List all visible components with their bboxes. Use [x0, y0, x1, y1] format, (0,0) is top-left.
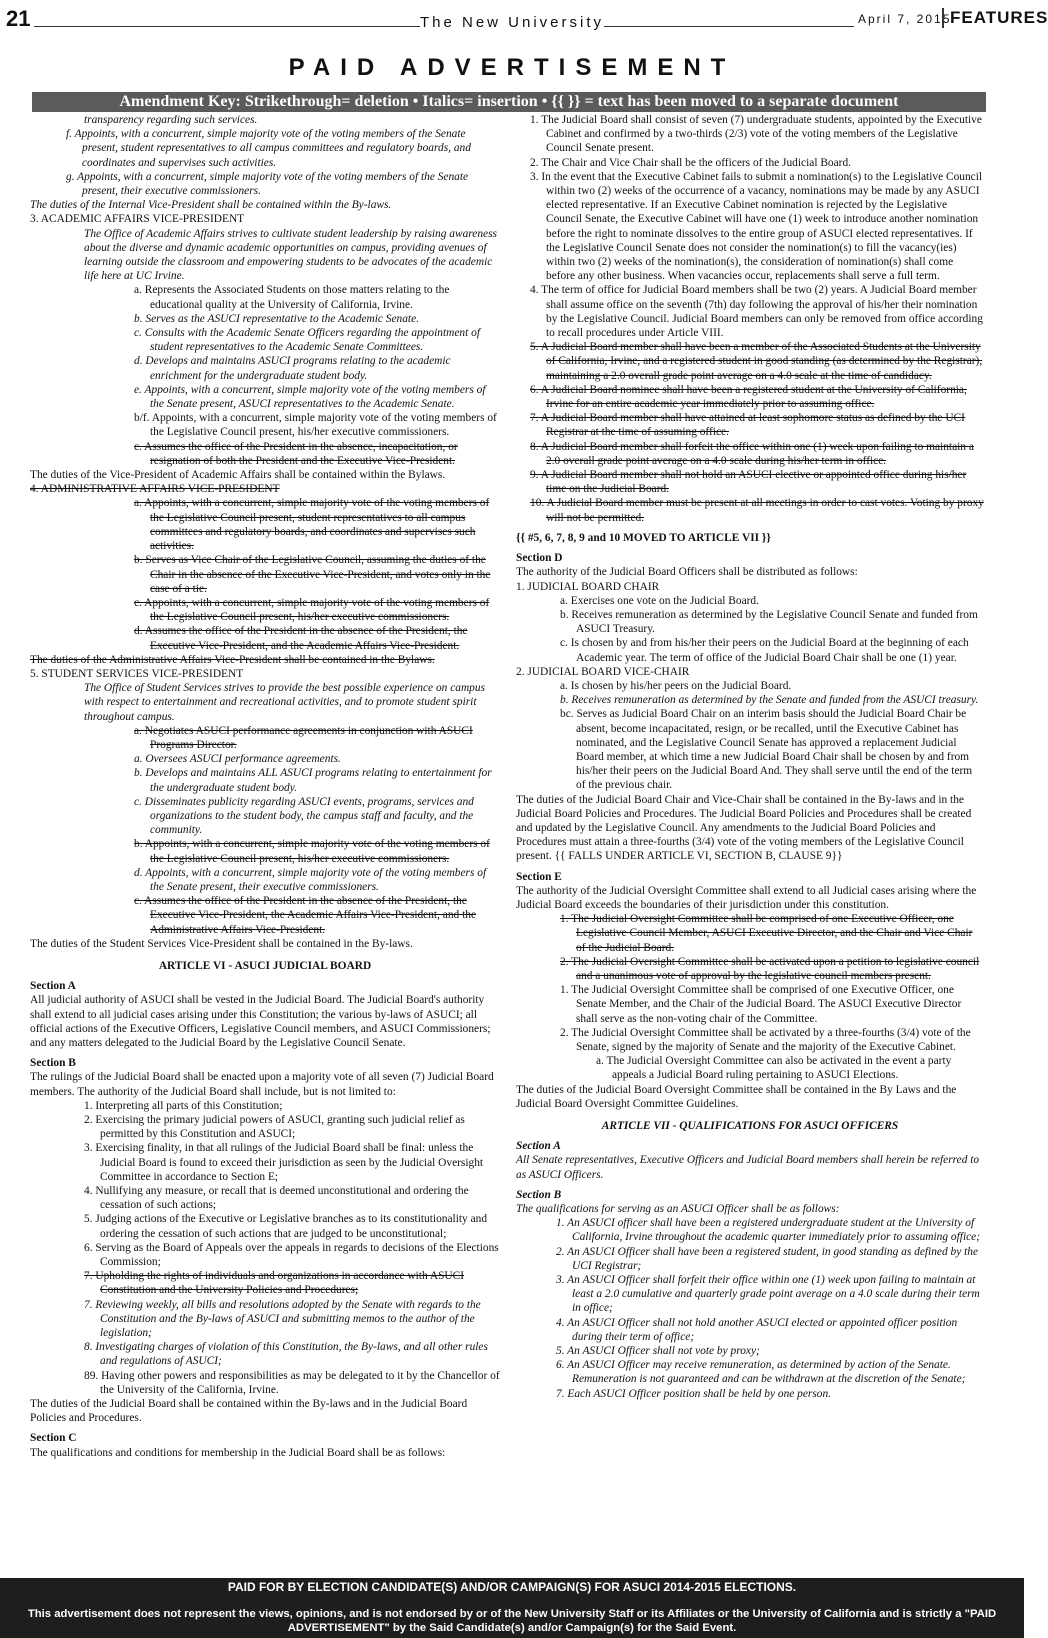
section-label: FEATURES	[942, 8, 1048, 28]
masthead-rule-right	[604, 26, 854, 27]
text-paragraph: 3. An ASUCI Officer shall forfeit their office within one (1) week upon failing to maintain at least a 2.0 cumulative and quarterly grade point average on a 4.0 scale during their term in office;	[556, 1274, 980, 1315]
text-paragraph: The Office of Student Services strives to provide the best possible experience on campus with respect to entertainment and recreational activities, and to promote student spirit throughout campus.	[84, 682, 485, 723]
text-paragraph: c. Is chosen by and from his/her their peers on the Judicial Board at the beginning of each Academic year. The term of office of the Judicial Board Chair shall be one (1) year.	[560, 637, 969, 664]
text-paragraph: The duties of the Judicial Board shall be contained within the By-laws and in the Judicial Board Policies and Procedures.	[30, 1398, 468, 1425]
text-paragraph: c. Consults with the Academic Senate Officers regarding the appointment of student representatives to the Academic Senate Committees.	[134, 327, 480, 354]
text-paragraph: Section A	[516, 1140, 561, 1153]
text-paragraph: b. Receives remuneration as determined by the Senate and funded from the ASUCI treasury.	[560, 694, 979, 707]
text-paragraph: {{ #5, 6, 7, 8, 9 and 10 MOVED TO ARTICLE VII }}	[516, 531, 771, 544]
text-paragraph: The duties of the Judicial Board Chair and Vice-Chair shall be contained in the By-laws and in the Judicial Board Policies and Procedures. The Judicial Board Policies and Procedures shall be created and updated by the Legislative Council. Any amendments to the Judicial Board Policies and Procedures must attain a three-fourths (3/4) vote of the voting members of the Legislative Council present. {{ FALLS UNDER ARTICLE VI, SECTION B, CLAUSE 9}}	[516, 793, 972, 863]
text-paragraph: b. Develops and maintains ALL ASUCI programs relating to entertainment for the undergraduate student body.	[134, 767, 492, 794]
text-paragraph: a. Negotiates ASUCI performance agreements in conjunction with ASUCI Programs Director.	[134, 724, 473, 751]
text-paragraph: 2. The Judicial Oversight Committee shall be activated upon a petition to legislative council and a unanimous vote of approval by the legislative council members present.	[560, 955, 980, 982]
text-paragraph: 7. Upholding the rights of individuals and organizations in accordance with ASUCI Constitution and the University Policies and Procedures;	[84, 1270, 465, 1297]
text-paragraph: a. Represents the Associated Students on those matters relating to the educational quality at the University of California, Irvine.	[134, 284, 450, 311]
text-paragraph: 4. An ASUCI Officer shall not hold another ASUCI elected or appointed officer position during their term of office;	[556, 1316, 958, 1343]
text-paragraph: 4. Nullifying any measure, or recall that is deemed unconstitutional and ordering the cessation of such actions;	[84, 1185, 469, 1212]
text-paragraph: 1. The Judicial Board shall consist of seven (7) undergraduate students, appointed by the Executive Cabinet and confirmed by a two-thirds (2/3) vote of the voting members of the Legislative Council Senate present.	[530, 114, 982, 155]
text-paragraph: a. The Judicial Oversight Committee can also be activated in the event a party appeals a Judicial Board ruling pertaining to ASUCI Elections.	[596, 1055, 952, 1082]
text-paragraph: The duties of the Student Services Vice-President shall be contained in the By-laws.	[30, 937, 413, 950]
text-paragraph: The authority of the Judicial Board Officers shall be distributed as follows:	[516, 566, 858, 579]
text-paragraph: d. Appoints, with a concurrent, simple majority vote of the voting members of the Senate present, their executive commissioners.	[134, 866, 487, 893]
text-paragraph: 2. JUDICIAL BOARD VICE-CHAIR	[516, 665, 690, 678]
text-paragraph: The Office of Academic Affairs strives to cultivate student leadership by raising awareness about the diverse and dynamic academic opportunities on campus, providing avenues of learning outside the classroom and empowering students to be advocates of the academic life here at UC Irvine.	[84, 227, 497, 283]
text-paragraph: Section A	[30, 980, 76, 993]
text-paragraph: 3. Exercising finality, in that all rulings of the Judicial Board shall be final: unless the Judicial Board is found to exceed their jurisdiction as seen by the Judicial Oversight Committee in accordance to Section E;	[84, 1142, 484, 1183]
text-paragraph: c. Disseminates publicity regarding ASUCI events, programs, services and organizations to the student body, the campus staff and faculty, and the community.	[134, 795, 474, 837]
text-paragraph: 5. STUDENT SERVICES VICE-PRESIDENT	[30, 667, 244, 680]
text-paragraph: a. Is chosen by his/her peers on the Judicial Board.	[560, 679, 792, 692]
text-paragraph: b/f. Appoints, with a concurrent, simple majority vote of the voting members of the Legislative Council present, his/her executive commissioners.	[134, 412, 497, 439]
text-paragraph: Section D	[516, 552, 563, 565]
text-paragraph: 6. A Judicial Board nominee shall have been a registered student at the University of California, Irvine for an entire academic year immediately prior to assuming office.	[530, 383, 967, 411]
text-paragraph: c. Appoints, with a concurrent, simple majority vote of the voting members of the Legislative Council present, his/her executive commissioners.	[134, 596, 490, 624]
text-paragraph: g. Appoints, with a concurrent, simple majority vote of the voting members of the Senate present, their executive commissioners.	[66, 170, 469, 198]
text-paragraph: b. Receives remuneration as determined by the Legislative Council Senate and funded from ASUCI Treasury.	[560, 608, 978, 636]
text-paragraph: 1. Interpreting all parts of this Constitution;	[84, 1099, 283, 1112]
text-paragraph: 7. Reviewing weekly, all bills and resolutions adopted by the Senate with regards to the Constitution and the By-laws of ASUCI and submitting memos to the author of the legislation;	[84, 1298, 481, 1340]
issue-date: April 7, 2015	[858, 12, 952, 26]
text-paragraph: 1. The Judicial Oversight Committee shall be comprised of one Executive Officer, one Senate Member, and the Chair of the Judicial Board. The ASUCI Executive Director shall serve as the non-voting chair of the Committee.	[560, 984, 962, 1025]
paper-name: The New University	[419, 14, 605, 31]
text-paragraph: b. Serves as Vice Chair of the Legislative Council, assuming the duties of the Chair in the absence of the Executive Vice-President, and votes only in the case of a tie.	[134, 554, 491, 595]
text-paragraph: 5. A Judicial Board member shall have been a member of the Associated Students at the University of California, Irvine, and a registered student in good standing (as determined by the Registrar), maintaining a 2.0 overall grade point average on a 4.0 scale at the time of candidacy.	[530, 341, 983, 382]
text-paragraph: f. Appoints, with a concurrent, simple majority vote of the voting members of the Senate present, student representatives to all campus committees and regulatory boards, and coordinates and supervises such activities.	[66, 128, 471, 169]
left-column	[30, 113, 500, 1460]
text-paragraph: 5. An ASUCI Officer shall not vote by proxy;	[556, 1345, 760, 1358]
advertisement-title: PAID ADVERTISEMENT	[288, 54, 736, 81]
text-paragraph: 6. Serving as the Board of Appeals over the appeals in regards to decisions of the Elections Commission;	[84, 1241, 499, 1269]
amendment-key-bar: Amendment Key: Strikethrough= deletion • Italics= insertion • {{ }} = text has been moved to a separate document	[32, 92, 986, 112]
text-paragraph: Section E	[516, 870, 562, 883]
page-number: 21	[6, 6, 31, 31]
text-paragraph: The qualifications for serving as an ASUCI Officer shall be as follows:	[516, 1203, 840, 1216]
text-paragraph: e. Appoints, with a concurrent, simple majority vote of the voting members of the Senate present, ASUCI representatives to the Academic Senate.	[134, 383, 486, 411]
paid-for-line: PAID FOR BY ELECTION CANDIDATE(S) AND/OR CAMPAIGN(S) FOR ASUCI 2014-2015 ELECTIONS.	[227, 1580, 797, 1594]
text-paragraph: 8. Investigating charges of violation of this Constitution, the By-laws, and all other rules and regulations of ASUCI;	[84, 1341, 488, 1368]
text-paragraph: a. Exercises one vote on the Judicial Board.	[560, 594, 759, 607]
text-paragraph: 1. An ASUCI officer shall have been a registered undergraduate student at the University of California, Irvine throughout the academic quarter immediately prior to assuming office;	[556, 1217, 981, 1244]
text-paragraph: 2. An ASUCI Officer shall have been a registered student, in good standing as defined by the UCI Registrar;	[556, 1245, 979, 1272]
text-paragraph: 1. JUDICIAL BOARD CHAIR	[516, 580, 660, 593]
text-paragraph: d. Develops and maintains ASUCI programs relating to the academic enrichment for the undergraduate student body.	[134, 355, 451, 382]
text-paragraph: 2. The Chair and Vice Chair shall be the officers of the Judicial Board.	[530, 156, 852, 169]
text-paragraph: 3. In the event that the Executive Cabinet fails to submit a nomination(s) to the Legislative Council within two (2) weeks of the occurrence of a vacancy, nominations may be made by any ASUCI elected representative. If an Executive Cabinet nomination is rejected by the Legislative Council Senate, the Executive Cabinet will have one (1) week to introduce another nomination before the right to nominate dissolves to the entire group of ASUCI elected representatives. If the Legislative Council Senate does not consider the nomination(s) to fill the vacancy(ies) within two (2) weeks of the nomination(s), the consideration of nomination(s) shall come before any other business. When vacancies occur, replacements shall serve a full term.	[530, 170, 983, 283]
text-paragraph: All judicial authority of ASUCI shall be vested in the Judicial Board. The Judicial Board's authority shall extend to all judicial cases arising under this Constitution; the various by-laws of ASUCI; all official actions of the Executive Officers, Legislative Council members, and ASUCI Commissioners; and any matters delegated to the Judicial Board by the Legislative Council Senate.	[30, 994, 491, 1049]
masthead	[0, 0, 1048, 40]
text-paragraph: 2. The Judicial Oversight Committee shall be activated by a three-fourths (3/4) vote of the Senate, signed by the majority of Senate and the majority of the Executive Cabinet.	[560, 1026, 971, 1053]
text-paragraph: The rulings of the Judicial Board shall be enacted upon a majority vote of all seven (7) Judicial Board members. The authority of the Judicial Board shall include, but is not limited to:	[30, 1071, 494, 1098]
text-paragraph: 10. A Judicial Board member must be present at all meetings in order to cast votes. Voting by proxy will not be permitted.	[530, 497, 984, 524]
text-paragraph: c. Assumes the office of the President in the absence of the President, the Executive Vice-President, the Academic Affairs Vice-President, and the Administrative Affairs Vice-President.	[134, 895, 477, 936]
text-paragraph: All Senate representatives, Executive Officers and Judicial Board members shall herein be referred to as ASUCI Officers.	[516, 1154, 980, 1181]
text-paragraph: 1. The Judicial Oversight Committee shall be comprised of one Executive Officer, one Legislative Council Member, ASUCI Executive Director, and the Chair and Vice Chair of the Judicial Board.	[560, 913, 973, 954]
text-paragraph: c. Assumes the office of the President in the absence, incapacitation, or resignation of both the President and the Executive Vice-President.	[134, 440, 458, 467]
text-paragraph: 3. ACADEMIC AFFAIRS VICE-PRESIDENT	[30, 213, 245, 226]
text-paragraph: The authority of the Judicial Oversight Committee shall extend to all Judicial cases arising where the Judicial Board exceeds the boundaries of their jurisdiction under this constitution.	[516, 884, 977, 911]
text-paragraph: bc. Serves as Judicial Board Chair on an interim basis should the Judicial Board Chair be absent, become incapacitated, resign, or be recalled, until the Executive Cabinet has nominated, and the Legislative Council Senate has approved a replacement Judicial Board member, at which time a new Judicial Board Chair shall be chosen by and from his/her their peers on the Judicial Board And. They shall serve until the end of the term of the previous chair.	[560, 708, 973, 792]
text-paragraph: d. Assumes the office of the President in the absence of the President, the Executive Vice-President, and the Academic Affairs Vice-President.	[134, 625, 468, 652]
text-paragraph: The qualifications and conditions for membership in the Judicial Board shall be as follows:	[30, 1446, 446, 1459]
text-paragraph: b. Appoints, with a concurrent, simple majority vote of the voting members of the Legislative Council present, his/her executive commissioners.	[134, 838, 490, 865]
text-paragraph: a. Oversees ASUCI performance agreements.	[134, 753, 341, 766]
text-paragraph: b. Serves as the ASUCI representative to the Academic Senate.	[134, 312, 420, 325]
text-paragraph: 4. ADMINISTRATIVE AFFAIRS VICE-PRESIDENT	[30, 483, 280, 496]
text-paragraph: 7. A Judicial Board member shall have attained at least sophomore status as defined by the UCI Registrar at the time of assuming office.	[530, 412, 965, 439]
text-paragraph: 4. The term of office for Judicial Board members shall be two (2) years. A Judicial Board member shall assume office on the seventh (7th) day following the approval of his/her their nomination by the Legislative Council. Judicial Board members can only be removed from office according to recall procedures under Article VIII.	[530, 284, 983, 340]
right-column	[516, 113, 984, 1401]
text-paragraph: ARTICLE VI - ASUCI JUDICIAL BOARD	[158, 959, 372, 972]
text-paragraph: transparency regarding such services.	[84, 114, 258, 126]
text-paragraph: 9. A Judicial Board member shall not hold an ASUCI elective or appointed office during his/her time on the Judicial Board.	[530, 469, 967, 496]
text-paragraph: 2. Exercising the primary judicial powers of ASUCI, granting such judicial relief as permitted by this Constitution and ASUCI;	[84, 1114, 465, 1141]
disclaimer-footer	[0, 1578, 1024, 1638]
text-paragraph: 8. A Judicial Board member shall forfeit the office within one (1) week upon failing to maintain a 2.0 overall grade point average on a 4.0 scale during his/her term in office.	[530, 440, 974, 467]
text-paragraph: 7. Each ASUCI Officer position shall be held by one person.	[556, 1387, 832, 1400]
text-paragraph: The duties of the Administrative Affairs Vice-President shall be contained in the Bylaws.	[30, 653, 435, 666]
text-paragraph: Section B	[30, 1057, 76, 1070]
text-paragraph: 6. An ASUCI Officer may receive remuneration, as determined by action of the Senate. Remuneration is not guaranteed and can be withdrawn at the discretion of the Senate;	[556, 1359, 966, 1386]
text-paragraph: Section C	[30, 1432, 77, 1445]
text-paragraph: a. Appoints, with a concurrent, simple majority vote of the voting members of the Legislative Council present, student representatives to all campus committees and regulatory boards, and coordinates and supervises such activities.	[134, 497, 490, 553]
text-paragraph: 89. Having other powers and responsibilities as may be delegated to it by the Chancellor of the University of the California, Irvine.	[84, 1369, 500, 1396]
text-paragraph: 5. Judging actions of the Executive or Legislative branches as to its constitutionality and ordering the cessation of such actions that are judged to be unconstitutional;	[84, 1213, 488, 1240]
disclaimer-text: This advertisement does not represent the views, opinions, and is not endorsed by or of the New University Staff or its Affiliates or the University of California and is strictly a "PAID ADVERTISEMENT" by the Said Candidate(s) and/or Campaign(s) for the Said Event.	[27, 1608, 997, 1634]
text-paragraph: The duties of the Internal Vice-President shall be contained within the By-laws.	[30, 199, 392, 212]
text-paragraph: The duties of the Vice-President of Academic Affairs shall be contained within the Bylaws.	[30, 469, 446, 482]
text-paragraph: The duties of the Judicial Board Oversight Committee shall be contained in the By Laws and the Judicial Board Oversight Committee Guidelines.	[516, 1083, 957, 1110]
text-paragraph: ARTICLE VII - QUALIFICATIONS FOR ASUCI OFFICERS	[601, 1120, 899, 1133]
text-paragraph: Section B	[516, 1188, 562, 1201]
